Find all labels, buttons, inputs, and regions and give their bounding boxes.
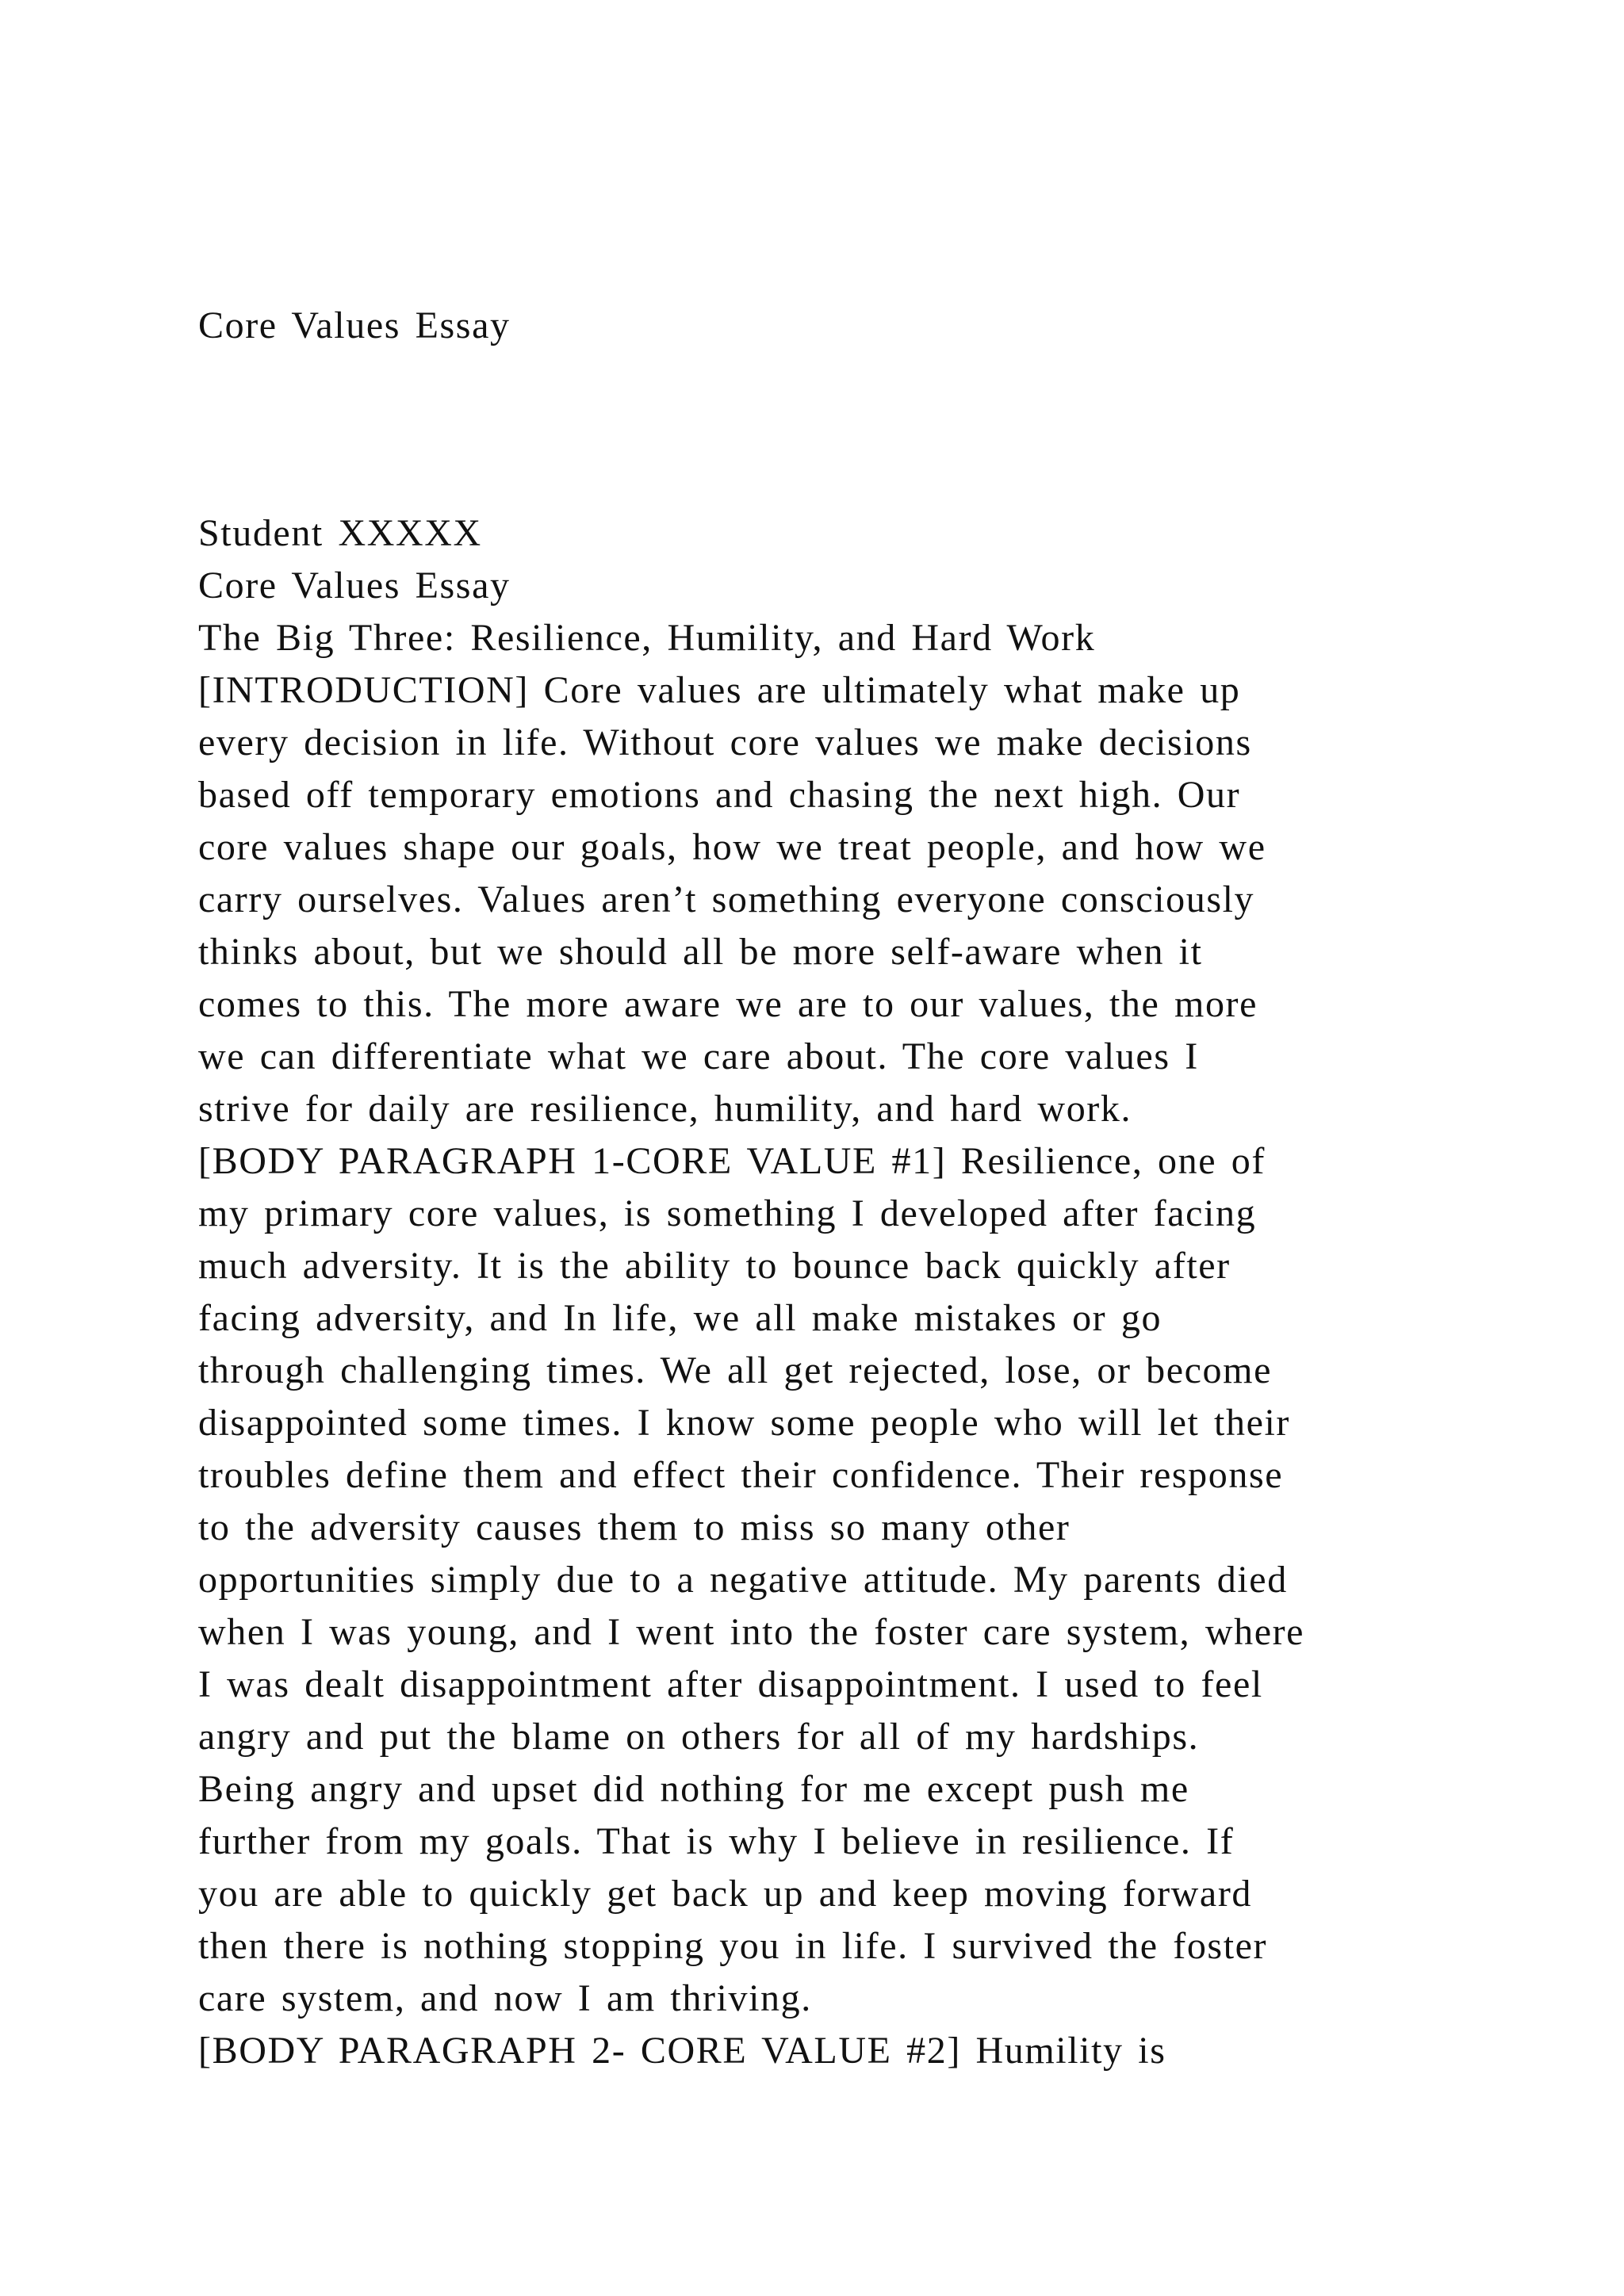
text-line: much adversity. It is the ability to bounce back quickly after	[198, 1245, 1231, 1287]
text-line: opportunities simply due to a negative attitude. My parents died	[198, 1559, 1288, 1601]
text-line: disappointed some times. I know some people who will let their	[198, 1402, 1290, 1444]
text-line: troubles define them and effect their confidence. Their response	[198, 1454, 1284, 1496]
text-line: comes to this. The more aware we are to our values, the more	[198, 983, 1258, 1025]
essay-body	[198, 507, 1507, 2077]
text-line: then there is nothing stopping you in life. I survived the foster	[198, 1925, 1268, 1967]
text-line: core values shape our goals, how we treat people, and how we	[198, 826, 1266, 868]
text-line: to the adversity causes them to miss so many other	[198, 1506, 1071, 1548]
text-line: I was dealt disappointment after disappointment. I used to feel	[198, 1663, 1263, 1705]
text-line: we can differentiate what we care about. The core values I	[198, 1035, 1199, 1077]
text-line: Being angry and upset did nothing for me except push me	[198, 1768, 1189, 1810]
text-line: [BODY PARAGRAPH 1-CORE VALUE #1] Resilience, one of	[198, 1140, 1266, 1182]
text-line: every decision in life. Without core values we make decisions	[198, 721, 1252, 763]
text-line: Core Values Essay	[198, 564, 511, 607]
text-line: Student XXXXX	[198, 512, 482, 554]
text-line: angry and put the blame on others for all of my hardships.	[198, 1716, 1200, 1758]
text-line: The Big Three: Resilience, Humility, and Hard Work	[198, 617, 1096, 659]
text-line: through challenging times. We all get rejected, lose, or become	[198, 1349, 1272, 1391]
text-line: my primary core values, is something I developed after facing	[198, 1192, 1257, 1234]
text-line: facing adversity, and In life, we all make mistakes or go	[198, 1297, 1162, 1339]
text-line: thinks about, but we should all be more self-aware when it	[198, 931, 1203, 973]
document-title: Core Values Essay	[198, 304, 511, 346]
text-line: [BODY PARAGRAPH 2- CORE VALUE #2] Humility is	[198, 2030, 1166, 2072]
text-line: care system, and now I am thriving.	[198, 1977, 812, 2019]
text-line: further from my goals. That is why I believe in resilience. If	[198, 1820, 1235, 1862]
text-line: when I was young, and I went into the foster care system, where	[198, 1611, 1305, 1653]
text-line: based off temporary emotions and chasing the next high. Our	[198, 774, 1241, 816]
text-line: strive for daily are resilience, humility, and hard work.	[198, 1088, 1132, 1130]
text-line: carry ourselves. Values aren’t something everyone consciously	[198, 878, 1255, 920]
text-line: [INTRODUCTION] Core values are ultimately what make up	[198, 669, 1241, 711]
text-line: you are able to quickly get back up and keep moving forward	[198, 1873, 1253, 1915]
